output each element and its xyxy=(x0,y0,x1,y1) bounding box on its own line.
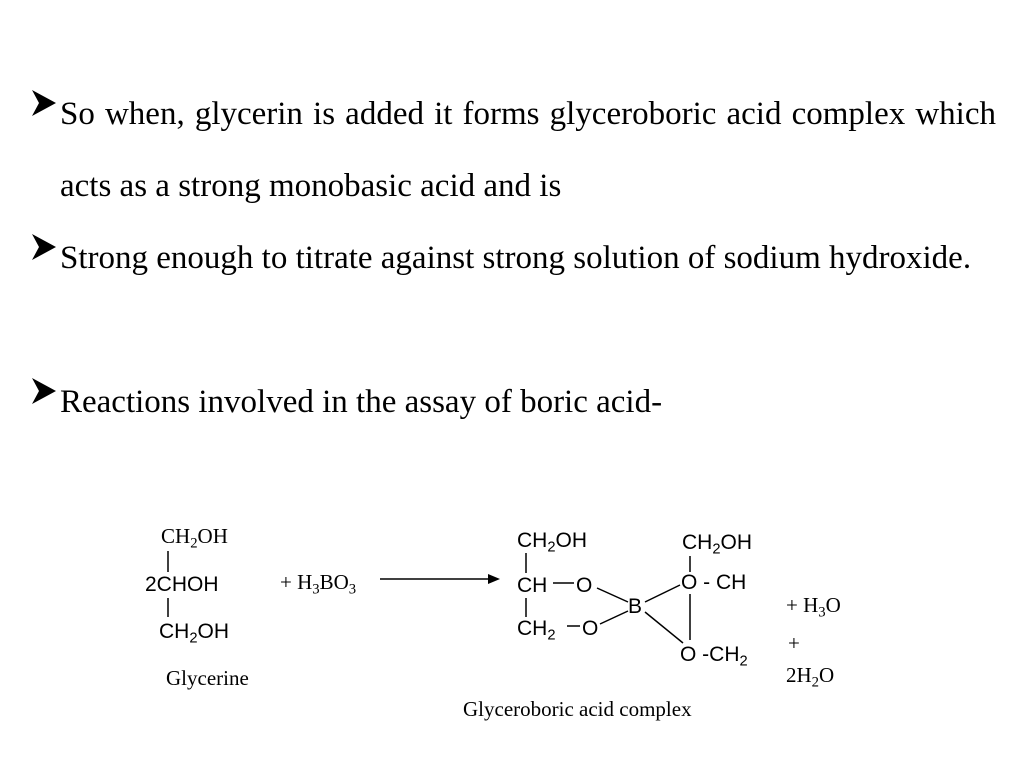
product-plus: + xyxy=(788,631,800,655)
complex-right-bottom: O $-CH_2$ xyxy=(680,643,748,670)
complex-label: Glyceroboric acid complex xyxy=(463,697,692,721)
bullet-text-2: Strong enough to titrate against strong solution of sodium hydroxide. xyxy=(60,240,972,276)
bullet-text-3: Reactions involved in the assay of boric acid- xyxy=(60,384,663,420)
glycerine-top: $CH_2OH$ xyxy=(161,524,228,552)
complex-left-top: $CH_2OH$ xyxy=(517,529,588,556)
glycerine-bottom: $CH_2OH$ xyxy=(159,620,230,647)
glycerine-middle: 2CHOH xyxy=(145,573,219,596)
complex-left-mid-o: O xyxy=(576,574,593,597)
reagent-boric-acid: + $H_3BO_3$ xyxy=(280,570,357,598)
complex-left-bottom: $CH_2$ xyxy=(517,617,556,644)
complex-right-top: $CH_2OH$ xyxy=(682,531,753,558)
complex-right-mid: O - CH xyxy=(681,571,747,594)
bullet-text-1: So when, glycerin is added it forms glyceroboric acid complex which acts as a strong monobasic acid and is xyxy=(60,96,996,204)
complex-boron: B xyxy=(628,595,643,618)
complex-left-bottom-o: O xyxy=(582,617,599,640)
product-water2: $2H_2O$ xyxy=(786,663,835,691)
glycerine-label: Glycerine xyxy=(166,666,249,690)
complex-left-mid: CH xyxy=(517,574,548,597)
product-water: + $H_3O$ xyxy=(786,593,841,621)
